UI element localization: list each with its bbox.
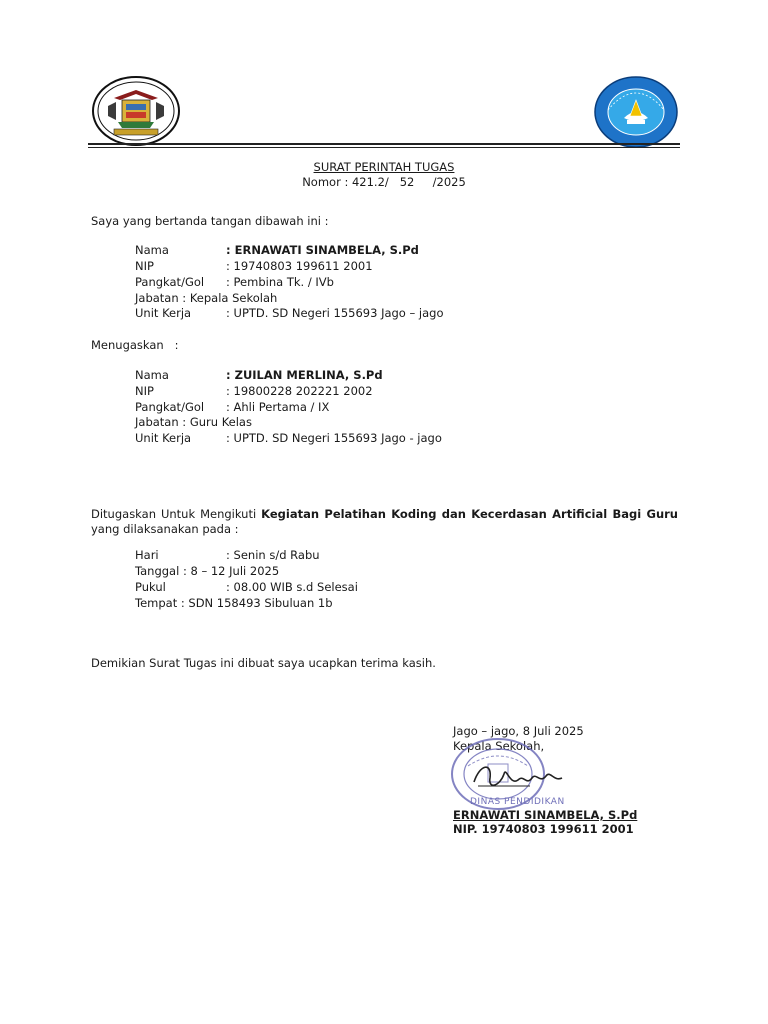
assigner-rank-value: : Pembina Tk. / IVb [226, 275, 334, 289]
letterhead-rule-thick [88, 143, 680, 145]
assigner-unit-value: : UPTD. SD Negeri 155693 Jago – jago [226, 306, 444, 320]
signature-icon [470, 756, 570, 796]
task-prefix: Ditugaskan Untuk Mengikuti [91, 507, 262, 521]
signature-role: Kepala Sekolah, [453, 739, 545, 753]
closing-text: Demikian Surat Tugas ini dibuat saya ucapkan terima kasih. [91, 656, 436, 670]
assignee-position: Jabatan : Guru Kelas [135, 415, 252, 429]
assigner-name-value: : ERNAWATI SINAMBELA, S.Pd [226, 243, 419, 257]
assigner-name-label: Nama [135, 243, 169, 257]
assignee-nip-value: : 19800228 202221 2002 [226, 384, 373, 398]
schedule-date: Tanggal : 8 – 12 Juli 2025 [135, 564, 280, 578]
handwritten-signature [470, 756, 570, 796]
schedule-time-value: : 08.00 WIB s.d Selesai [226, 580, 358, 594]
assigner-rank-label: Pangkat/Gol [135, 275, 205, 289]
assignee-rank-label: Pangkat/Gol [135, 400, 205, 414]
assignee-unit-value: : UPTD. SD Negeri 155693 Jago - jago [226, 431, 442, 445]
assigner-unit-label: Unit Kerja [135, 306, 192, 320]
letterhead-rule-thin [88, 147, 680, 148]
assignee-name-label: Nama [135, 368, 169, 382]
tut-wuri-handayani-logo [594, 76, 678, 148]
schedule-day-label: Hari [135, 548, 159, 562]
regency-crest-icon [92, 76, 180, 146]
assignee-nip-label: NIP [135, 384, 154, 398]
intro-text: Saya yang bertanda tangan dibawah ini : [91, 214, 329, 228]
assigner-position: Jabatan : Kepala Sekolah [135, 291, 278, 305]
schedule-day-value: : Senin s/d Rabu [226, 548, 320, 562]
letter-title: SURAT PERINTAH TUGAS [313, 160, 455, 174]
signature-place-date: Jago – jago, 8 Juli 2025 [453, 724, 584, 738]
schedule-place: Tempat : SDN 158493 Sibuluan 1b [135, 596, 333, 610]
signer-name: ERNAWATI SINAMBELA, S.Pd [453, 808, 638, 822]
assignee-rank-value: : Ahli Pertama / IX [226, 400, 330, 414]
regency-crest-logo [92, 76, 180, 146]
assignee-name-value: : ZUILAN MERLINA, S.Pd [226, 368, 383, 382]
stamp-text: DINAS PENDIDIKAN [470, 797, 565, 807]
assign-heading: Menugaskan : [91, 338, 179, 352]
assignee-unit-label: Unit Kerja [135, 431, 192, 445]
signer-nip: NIP. 19740803 199611 2001 [453, 822, 634, 836]
schedule-time-label: Pukul [135, 580, 166, 594]
letter-number: Nomor : 421.2/ 52 /2025 [302, 175, 466, 189]
assigner-nip-value: : 19740803 199611 2001 [226, 259, 373, 273]
task-paragraph [91, 507, 678, 537]
task-activity: Kegiatan Pelatihan Koding dan Kecerdasan Artificial Bagi Guru [261, 507, 678, 521]
task-suffix: yang dilaksanakan pada : [91, 522, 239, 536]
assigner-nip-label: NIP [135, 259, 154, 273]
tut-wuri-handayani-icon [594, 76, 678, 148]
